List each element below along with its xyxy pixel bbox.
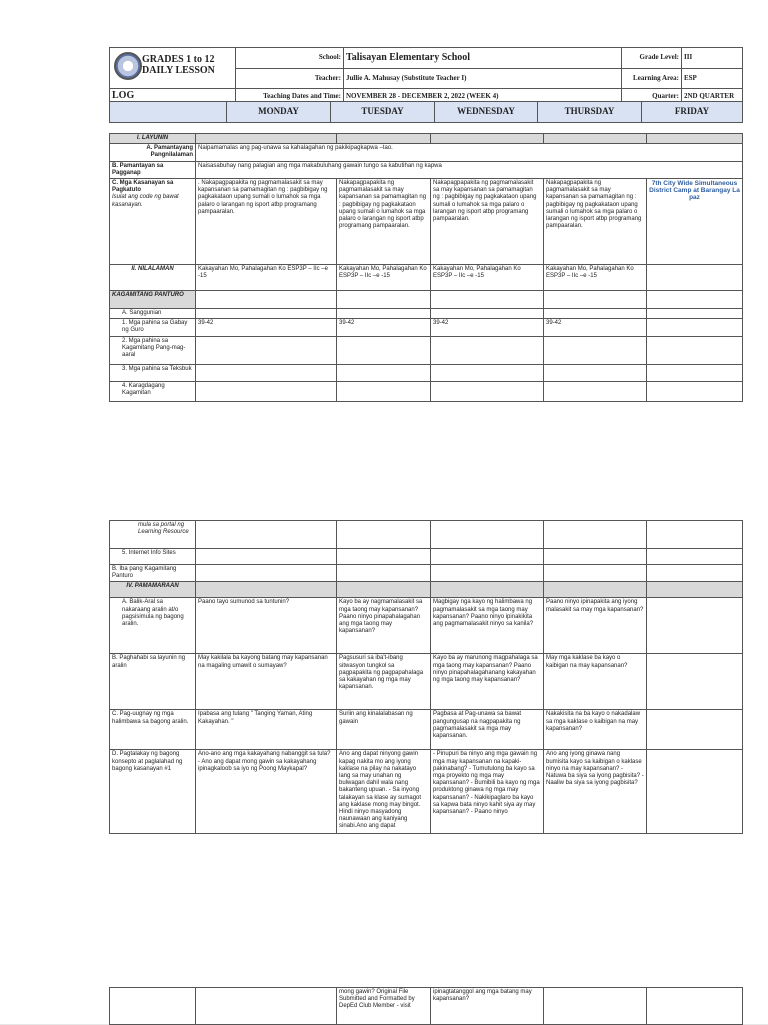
kasanayan-label-cell — [110, 179, 196, 265]
balik-aral-label: A. Balik-Aral sa nakaraang aralin at/o pagsisimula ng bagong aralin. — [110, 598, 196, 654]
internet-sites-label: 5. Internet Info Sites — [110, 549, 196, 565]
continuation-tuesday: mong gawin? Original File Submitted and Formatted by DepEd Club Member - visit — [337, 988, 431, 1025]
day-thursday: THURSDAY — [538, 102, 642, 123]
grade-label: Grade Level: — [622, 48, 682, 69]
continuation-wednesday: ipinagtatanggol ang mga batang may kapansanan? — [431, 988, 544, 1025]
day-friday: FRIDAY — [642, 102, 743, 123]
gabay-guro-thursday: 39-42 — [544, 319, 647, 336]
logo-cell — [110, 48, 236, 89]
pagtalakay-monday: Ano-ano ang mga kakayahang nabanggit sa tula? - Ano ang dapat mong gawin sa kakayahang ipinagkaloob sa iyo ng Poong Maykapal? — [196, 750, 337, 834]
balik-aral-thursday: Paano ninyo ipinapakita ang iyong malasakit sa may mga kapansanan? — [544, 598, 647, 654]
area-label: Learning Area: — [622, 68, 682, 89]
deped-seal-icon — [114, 52, 142, 80]
pamantayang-pangnilalaman-label: A. Pamantayang Pangnilalaman — [110, 144, 196, 161]
pamamaraan-heading: IV. PAMAMARAAN — [110, 582, 196, 598]
gabay-guro-monday: 39-42 — [196, 319, 337, 336]
area-value: ESP — [682, 68, 743, 89]
gabay-guro-label: 1. Mga pahina sa Gabay ng Guro — [110, 319, 196, 336]
school-label: School: — [236, 48, 344, 69]
grade-value: III — [682, 48, 743, 69]
nilalaman-thursday: Kakayahan Mo, Pahalagahan Ko ESP3P – IIc –e -15 — [544, 265, 647, 291]
pag-uugnay-thursday: Nakakisita na ba kayo o nakadalaw sa mga kaklase o kaibigan na may kapansanan? — [544, 710, 647, 750]
day-wednesday: WEDNESDAY — [435, 102, 538, 123]
layunin-heading: I. LAYUNIN — [110, 134, 196, 144]
gabay-guro-tuesday: 39-42 — [337, 319, 431, 336]
day-monday: MONDAY — [227, 102, 331, 123]
nilalaman-wednesday: Kakayahan Mo, Pahalagahan Ko ESP3P – IIc –e -15 — [431, 265, 544, 291]
kasanayan-tuesday: Nakapagpapakita ng pagmamalasakit sa may kapansanan sa pamamagitan ng : pagbibigay ng pagkakataon upang sumali o lumahok sa mga palaro o larangan ng isport atbp programang pampaaralan. — [337, 179, 431, 265]
pagtalakay-label: D. Pagtalakay ng bagong konsepto at paglalahad ng bagong kasanayan #1 — [110, 750, 196, 834]
pag-uugnay-wednesday: Pagbasa at Pag-unawa sa bawat pangungusap na nagpapakita ng pagmamalasakit sa mga may kapansanan. — [431, 710, 544, 750]
pag-uugnay-label: C. Pag-uugnay ng mga halimbawa sa bagong aralin. — [110, 710, 196, 750]
nilalaman-monday: Kakayahan Mo, Pahalagahan Ko ESP3P – IIc –e -15 — [196, 265, 337, 291]
nilalaman-label: II. NILALAMAN — [110, 265, 196, 291]
pagtalakay-wednesday: - Pinupuri ba ninyo ang mga gawain ng mga may kapansanan na kapaki-pakinabang? - Tumutulong ba kayo sa mga proyekto ng mga may kapansanan? - Bumibili ba kayo ng mga produktong ginawa ng mga may kapansanan? - Nakikipaglaro ba kayo sa kapwa bata ninyo kahit siya ay may kapansanan? - Paano ninyo — [431, 750, 544, 834]
dll-title: GRADES 1 to 12 DAILY LESSON — [142, 54, 215, 76]
paghahabi-tuesday: Pagsusuri sa iba't-ibang sitwasyon tungkol sa pagpapakita ng pagpapahalaga sa kakayahan ng mga may kapansanan. — [337, 654, 431, 710]
pamantayan-pagganap-text: Naisasabuhay nang palagian ang mga makabuluhang gawain tungo sa kabutihan ng kapwa — [196, 161, 743, 178]
iba-pang-kagamitan-label: B. Iba pang Kagamitang Panturo — [110, 565, 196, 582]
balik-aral-monday: Paano tayo sumunod sa tuntunin? — [196, 598, 337, 654]
kasanayan-friday: 7th City Wide Simultaneous District Camp at Barangay La paz — [647, 179, 743, 265]
dates-label: Teaching Dates and Time: — [236, 89, 344, 105]
balik-aral-tuesday: Kayo ba ay nagmamalasakit sa mga taong may kapansanan? Paano ninyo pinapahalagahan ang mga taong may kapansanan? — [337, 598, 431, 654]
lesson-table-2 — [109, 520, 743, 834]
quarter-label: Quarter: — [622, 89, 682, 105]
school-value: Talisayan Elementary School — [344, 48, 622, 69]
gabay-guro-wednesday: 39-42 — [431, 319, 544, 336]
paghahabi-monday: May kakilala ba kayong batang may kapansanan na magaling umawit o sumayaw? — [196, 654, 337, 710]
karagdagang-kagamitan-label: 4. Karagdagang Kagamitan — [110, 381, 196, 401]
kasanayan-wednesday: Nakapagpapakita ng pagmamalasakit sa may kapansanan sa pamamagitan ng : pagbibigay ng pagkakataon upang sumali o lumahok sa mga palaro o larangan ng isport atbp programang pampaaralan. — [431, 179, 544, 265]
dates-value: NOVEMBER 28 - DECEMBER 2, 2022 (WEEK 4) — [344, 89, 622, 105]
day-tuesday: TUESDAY — [331, 102, 435, 123]
nilalaman-tuesday: Kakayahan Mo, Pahalagahan Ko ESP3P – IIc –e -15 — [337, 265, 431, 291]
header-table — [109, 47, 743, 105]
quarter-value: 2ND QUARTER — [682, 89, 743, 105]
pamantayang-pangnilalaman-text: Naipamamalas ang pag-unawa sa kahalagahan ng pakikipagkapwa –tao. — [196, 144, 743, 161]
pagtalakay-thursday: Ano ang iyong ginawa nang bumisita kayo sa kaibigan o kaklase ninyo na may kapansanan? - Natuwa ba siya sa iyong pagbisita? - Naaliw ba siya sa iyong pagbisita? — [544, 750, 647, 834]
lesson-table-1 — [109, 133, 743, 402]
paghahabi-wednesday: Kayo ba ay marunong magpahalaga sa mga taong may kapansanan? Paano ninyo pinapahalagahanang kakayahan ng mga taong may kapansanan? — [431, 654, 544, 710]
kagamitang-panturo-label: KAGAMITANG PANTURO — [110, 291, 196, 309]
pag-uugnay-tuesday: Suriin ang kinalalabasan ng gawain — [337, 710, 431, 750]
kasanayan-thursday: Nakapagpapakita ng pagmamalasakit sa may kapansanan sa pamamagitan ng : pagbibigay ng pagkakataon upang sumali o lumahok sa mga palaro o larangan ng isport atbp programang pampaaralan. — [544, 179, 647, 265]
kagamitang-mag-aaral-label: 2. Mga pahina sa Kagamitang Pang-mag-aaral — [110, 336, 196, 364]
pamantayan-pagganap-label: B. Pamantayan sa Pagganap — [110, 161, 196, 178]
lesson-table-3 — [109, 987, 743, 1025]
balik-aral-wednesday: Magbigay nga kayo ng halimbawa ng pagmamalasakit sa mga taong may kapansanan? Paano ninyo ipinakikita ang pagmamalasakit ninyo sa kanila? — [431, 598, 544, 654]
pag-uugnay-monday: Ipabasa ang tulang " Tanging Yaman, Ating Kakayahan. " — [196, 710, 337, 750]
learning-resource-label: mula sa portal ng Learning Resource — [110, 521, 196, 549]
pagtalakay-tuesday: Ano ang dapat ninyong gawin kapag nakita mo ang iyong kaklase na pilay na nakatayo lang sa may unahan ng bulwagan dahil wala nang bakanteng upuan. - Sa inyong talakayan sa klase ay sumagot ang kaklase mong may bingot. Hindi ninyo masyadong naunawaan ang kaniyang sinabi.Ano ang dapat — [337, 750, 431, 834]
days-header — [109, 101, 743, 123]
kasanayan-label: C. Mga Kasanayan sa Pagkatuto — [112, 180, 174, 194]
kasanayan-note: Isulat ang code ng bawat kasanayan. — [112, 194, 179, 208]
dll-title-log: LOG — [112, 89, 135, 101]
paghahabi-thursday: May mga kaklase ba kayo o kaibigan na may kapansanan? — [544, 654, 647, 710]
sanggunian-label: A. Sanggunian — [110, 309, 196, 319]
kasanayan-monday: . Nakapagpapakita ng pagmamalasakit sa may kapansanan sa pamamagitan ng : pagbibigay ng pagkakataon upang sumali o lumahok sa mga palaro o larangan ng isport atbp programang pampaaralan. — [196, 179, 337, 265]
teksbuk-label: 3. Mga pahina sa Teksbuk — [110, 364, 196, 381]
paghahabi-label: B. Paghahabi sa layunin ng aralin — [110, 654, 196, 710]
teacher-value: Jullie A. Mahusay (Substitute Teacher I) — [344, 68, 622, 89]
day-blank — [110, 102, 227, 123]
teacher-label: Teacher: — [236, 68, 344, 89]
